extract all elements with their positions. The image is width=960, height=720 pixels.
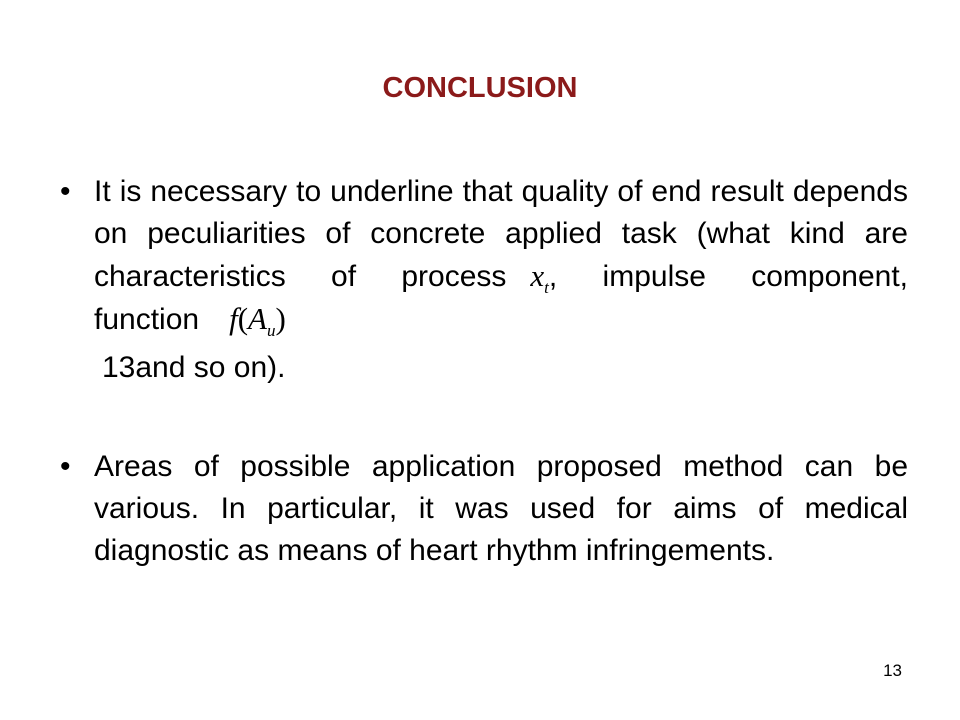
formula-f-subscript: u	[266, 321, 276, 340]
formula-f-func: f	[229, 301, 238, 336]
bullet-text: Areas of possible application proposed method can be various. In particular, it was used for aims of medical diagnostic as means of heart rhythm infringements.	[94, 450, 908, 567]
bullet-continuation: 13and so on).	[102, 351, 286, 384]
bullet-text	[94, 171, 908, 341]
page-number: 13	[883, 661, 902, 680]
formula-f-a-u	[229, 301, 286, 340]
formula-f-var: A	[248, 301, 267, 336]
formula-f-open-paren: (	[237, 301, 249, 336]
formula-x-subscript: t	[544, 278, 549, 297]
slide-title: CONCLUSION	[382, 72, 578, 104]
bullet-item-application	[60, 446, 908, 572]
bullet-marker: •	[60, 175, 71, 208]
formula-x-var: x	[530, 258, 545, 293]
bullet-item-quality	[60, 171, 908, 341]
bullet-text-part1: It is necessary to underline that quality of end result depends on peculiarities of concrete applied task (what kind are characteristics of process	[94, 175, 908, 293]
bullet-marker: •	[60, 450, 71, 483]
formula-x-t	[530, 258, 549, 297]
bullet-text-part2: , impulse component, function	[94, 260, 908, 336]
formula-f-close-paren: )	[275, 301, 286, 336]
